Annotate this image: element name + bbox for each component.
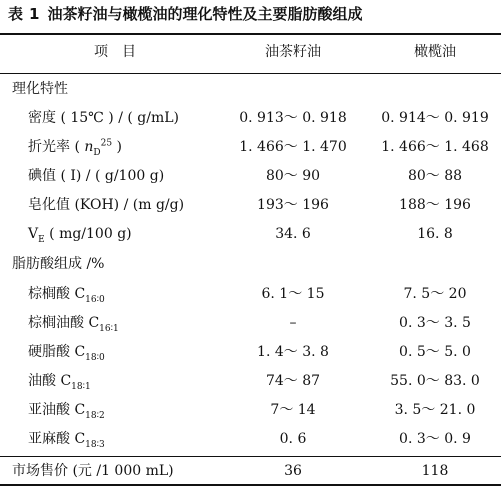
row-value-olive: 3. 5～ 21. 0: [394, 402, 476, 418]
row-value-olive: 55. 0～ 83. 0: [390, 373, 480, 389]
row-value-olive: 0. 3～ 0. 9: [399, 431, 471, 447]
row-label: 密度 ( 15℃ ) / ( g/mL): [28, 110, 179, 126]
row-label: 棕榈油酸 $C_{16∶1}$: [28, 315, 119, 334]
header-camellia-oil: 油茶籽油: [265, 44, 321, 60]
table-row: [0, 369, 501, 393]
table-title: [8, 4, 498, 24]
row-value-camellia: 193～ 196: [257, 197, 329, 213]
row-label: 皂化值 (KOH) / (m g/g): [28, 197, 185, 213]
header-olive-oil: 橄榄油: [414, 44, 456, 60]
table-title-text: 油茶籽油与橄榄油的理化特性及主要脂肪酸组成: [47, 5, 363, 23]
row-value-camellia: 0. 6: [279, 431, 307, 447]
row-value-camellia: –: [289, 315, 297, 331]
section-physchem-row: [0, 77, 501, 101]
table-row: [0, 340, 501, 364]
table-row: [0, 222, 501, 246]
top-rule: [0, 33, 501, 35]
bottom-rule: [0, 484, 501, 486]
row-value-olive: 1. 466～ 1. 468: [381, 139, 489, 155]
row-label: $V_E$ ( mg/100 g): [28, 226, 132, 245]
section-fatty-row: [0, 252, 501, 276]
row-value-camellia: 1. 4～ 3. 8: [257, 344, 329, 360]
table-row: [0, 398, 501, 422]
price-olive: 118: [421, 463, 449, 479]
table-row: [0, 282, 501, 306]
row-value-olive: 0. 5～ 5. 0: [399, 344, 471, 360]
table-title-number: 1: [29, 5, 40, 23]
row-value-camellia: 7～ 14: [270, 402, 316, 418]
summary-rule: [0, 456, 501, 457]
price-label: 市场售价 (元 /1 000 mL): [12, 463, 174, 479]
row-label: 棕榈酸 $C_{16∶0}$: [28, 286, 105, 305]
row-label: 油酸 $C_{18∶1}$: [28, 373, 91, 392]
header-rule: [0, 73, 501, 74]
price-row: [0, 459, 501, 483]
price-camellia: 36: [284, 463, 302, 479]
row-value-camellia: 34. 6: [275, 226, 311, 242]
row-value-camellia: 0. 913～ 0. 918: [239, 110, 347, 126]
table-header-row: [0, 40, 501, 64]
row-value-camellia: 1. 466～ 1. 470: [239, 139, 347, 155]
table-row: [0, 106, 501, 130]
section-physchem-label: 理化特性: [12, 81, 68, 97]
row-value-olive: 0. 914～ 0. 919: [381, 110, 489, 126]
table-row: [0, 135, 501, 159]
row-value-olive: 80～ 88: [407, 168, 463, 184]
row-value-olive: 16. 8: [417, 226, 453, 242]
row-label: 硬脂酸 $C_{18∶0}$: [28, 344, 105, 363]
row-label: 折光率 ( $n_D^{25}$ ): [28, 138, 122, 158]
row-label: 亚麻酸 $C_{18∶3}$: [28, 431, 105, 450]
table-title-prefix: 表: [8, 5, 24, 23]
row-value-olive: 7. 5～ 20: [403, 286, 467, 302]
row-label: 碘值 ( I) / ( g/100 g): [28, 168, 165, 184]
row-value-camellia: 80～ 90: [265, 168, 321, 184]
row-value-olive: 188～ 196: [399, 197, 471, 213]
table-row: [0, 427, 501, 451]
section-fatty-label: 脂肪酸组成 /%: [12, 256, 105, 272]
row-value-olive: 0. 3～ 3. 5: [399, 315, 471, 331]
table-row: [0, 311, 501, 335]
row-value-camellia: 6. 1～ 15: [261, 286, 325, 302]
row-label: 亚油酸 $C_{18∶2}$: [28, 402, 105, 421]
table-row: [0, 164, 501, 188]
header-item: 项 目: [94, 44, 136, 60]
row-value-camellia: 74～ 87: [265, 373, 321, 389]
table-row: [0, 193, 501, 217]
